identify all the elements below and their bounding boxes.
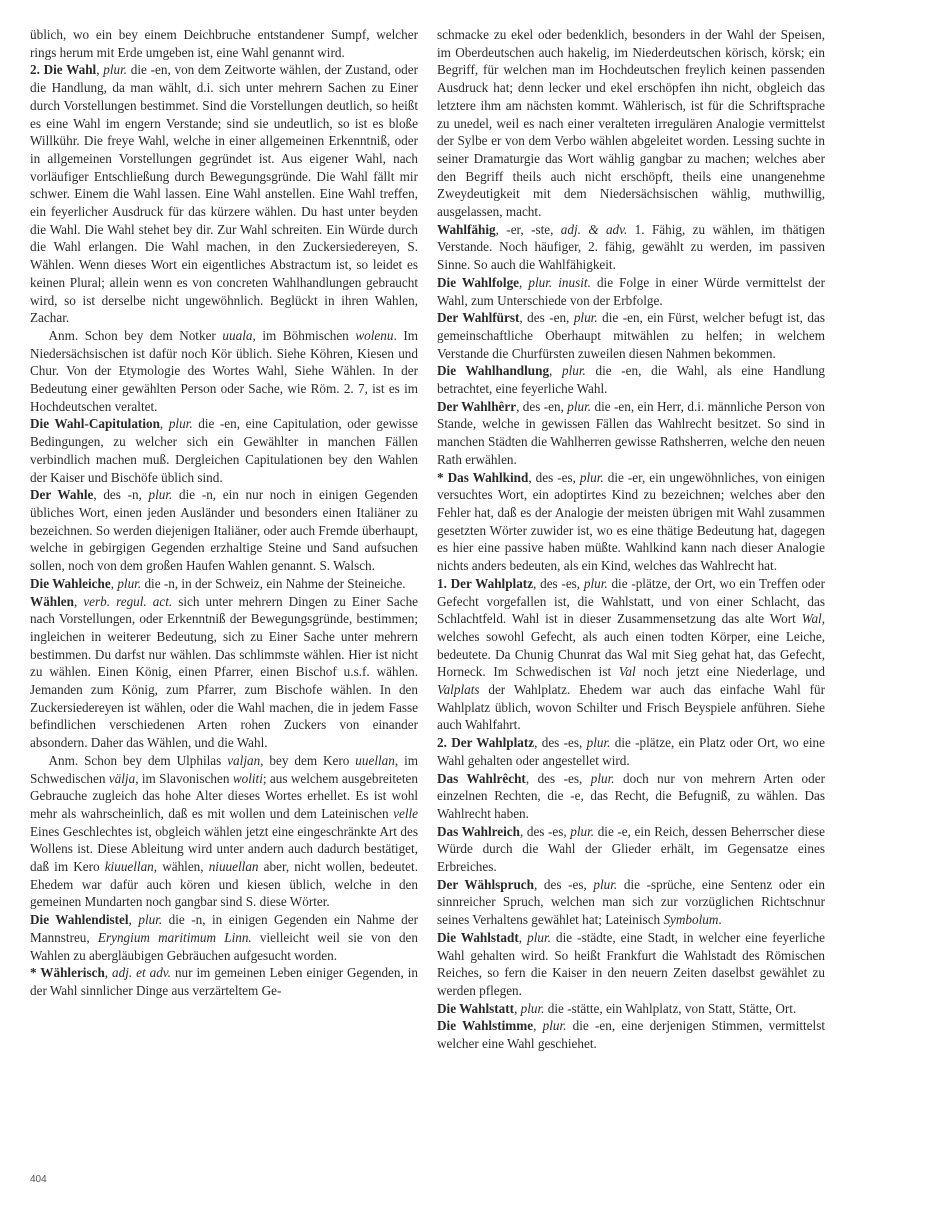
dictionary-entry [437,221,825,274]
entry-text: Anm. Schon bey dem Notker [48,327,223,343]
italic-term: plur. [168,416,193,432]
dictionary-entry [437,26,825,221]
entry-headword: Die Wahl-Capitulation [30,416,160,432]
entry-text: . [718,912,722,928]
entry-text: doch nur von mehrern Arten oder einzelnen Rechten, die -e, das Recht, die Befugniß, zu wählen. Das Wahlrecht haben. [437,770,825,821]
italic-term: plur. [103,62,128,78]
entry-text: sich unter mehrern Dingen zu Einer Sache nach Vorstellungen, oder Erkenntniß der Bewegungsgründe, bestimmen; ingleichen in weiterer Bedeutung, sich zu Einer Sache unter mehrern bestimmen. Du darfst nur wählen. Das schlimmste wählen. Hier ist nicht zu wählen. Einen König, einen Pfarrer, einen Bischof u.s.f. wählen. Jemanden zum König, zum Pfarrer, zum Bischofe wählen. In den Zuckersiedereyen ist wählen, oder die Wahl machen, die in jedem Fasse befindlichen verschiedenen Arten rohen Zuckers von einander absondern. Daher das Wählen, und die Wahl. [30,593,419,751]
italic-term: niuuellan [208,859,259,875]
entry-headword: Das Wahlreich [437,823,520,839]
dictionary-entry [30,61,418,327]
entry-headword: Der Wählspruch [437,876,534,892]
entry-text: vielleicht weil sie von den Wahlen zu abergläubigen Gebräuchen aufgesucht worden. [30,929,419,963]
italic-term: plur. [148,487,173,503]
italic-term: plur. [520,1000,545,1016]
italic-term: plur. [579,469,604,485]
entry-text: , des -es, [525,770,591,786]
dictionary-entry [30,575,418,593]
entry-text: schmacke zu ekel oder bedenklich, besonders in der Wahl der Speisen, im Oberdeutschen auch hakelig, im Niederdeutschen körisch, körsk; ein Begriff, für welchen man im Hochdeutschen freylich keinen passenden Ausdruck hat; denn lecker und ekel erschöpfen ihn nicht, obgleich das letztere ihm am nächsten kommt. Wählerisch, ist für die Schriftsprache zu unedel, weil es nach einer veralteten irregulären Analogie vermittelst der Sylbe er von dem Verbo wählen abgeleitet worden. Lessing suchte in seiner Dramaturgie das Wort wählig gangbar zu machen; welches aber den Begriff theils auch nicht erschöpft, theils eine unangenehme Zweydeutigkeit mit dem Niedersächsischen wählig, muthwillig, ausgelassen, macht. [437,27,825,220]
entry-text: die -en, eine Capitulation, oder gewisse Bedingungen, zu welcher sich ein Gewählter in manchen Fällen verbindlich machen muß. Dergleichen Capitulationen bey den Wahlen der Kaiser und Bischöfe üblich sind. [30,416,419,485]
entry-headword: Die Wahlstimme [437,1018,534,1034]
italic-term: Symbolum [663,912,719,928]
italic-term: adj. & adv. [560,221,628,237]
entry-text: noch jetzt eine Niederlage, und [635,664,825,680]
dictionary-entry [30,911,418,964]
entry-headword: Wahlfähig [437,221,496,237]
italic-term: Valplats [437,682,480,698]
entry-text: die Folge in einer Würde vermittelst der Wahl, zum Unterschiede von der Erbfolge. [437,274,825,308]
entry-text: die -plätze, ein Platz oder Ort, wo eine Wahl gehalten oder angestellet wird. [437,735,825,768]
entry-text: , im Schwedischen [30,752,419,786]
italic-term: plur. [562,363,586,379]
italic-term: plur. [573,310,598,326]
entry-text: 1. Fähig, zu wählen, im thätigen Verstande. Noch häufiger, 2. fähig, gewählt zu werden, im passiven Sinne. So auch die Wahlfähigkeit. [437,221,825,273]
entry-text: Anm. Schon bey dem Ulphilas [48,752,228,768]
dictionary-entry [437,823,825,876]
italic-term: plur. [570,823,595,839]
entry-text: , [159,416,169,432]
entry-text: die -sprüche, eine Sentenz oder ein sinnreicher Spruch, welchen man sich zur vorzüglichen Richtschnur seines Verhaltens gewählet hat; Lateinisch [437,876,825,928]
entry-text: , [514,1000,521,1016]
entry-text: die -städte, eine Stadt, in welcher eine feyerliche Wahl gehalten wird. So heißt Frankfurt die Wahlstadt des Römischen Reiches, so fern die Kaiser in den neuern Zeiten daselbst gewählet zu werden pflegen. [437,929,825,998]
italic-term: plur. [542,1018,567,1034]
italic-term: valjan [227,752,261,768]
entry-headword: Die Wahlfolge [437,274,520,290]
entry-text: , [73,593,84,609]
italic-term: uuellan [355,752,395,768]
entry-headword: Die Wahlendistel [30,912,129,928]
entry-text: , des -es, [533,575,584,591]
entry-text: , welches sowohl Gefecht, als auch einen todten Körper, eine Leiche, bedeutete. Da Chunig Chunrat das Wal mit Sieg gehat hat, das Gefecht, Horneck. Im Schwedischen ist [437,611,825,680]
dictionary-entry [437,876,825,929]
dictionary-entry [437,734,825,769]
entry-text: nur im gemeinen Leben einiger Gegenden, in der Wahl sinnlicher Dinge aus verzärteltem Ge- [30,965,419,998]
italic-term: wolenu [355,327,394,343]
entry-text: , des -es, [519,823,571,839]
italic-term: Wal [801,611,822,627]
entry-text: die -e, ein Reich, dessen Beherrscher diese Würde durch die Wahl der Glieder erhält, im Gegensatze eines Erbreiches. [437,823,825,875]
entry-text: Eines Geschlechtes ist, obgleich wählen jetzt eine eingeschränkte Art des Wollens ist. Diese Ableitung wird unter andern auch dadurch bestätiget, daß im Kero [30,823,418,875]
dictionary-entry [437,362,825,397]
right-column [437,26,825,1053]
entry-text: der Wahlplatz. Ehedem war auch das einfache Wahl für Wahlplatz üblich, wovon Schilter und Frisch Beyspiele anführen. Siehe auch Wahlfahrt. [437,682,825,733]
italic-term: Val [618,664,636,680]
italic-term: plur. [527,929,551,945]
dictionary-entry [30,593,418,752]
entry-text: , im Böhmischen [252,327,356,343]
entry-text: aber, nicht wollen, bedeutet. Ehedem war dafür auch kören und kiesen üblich, welche in den gemeinen Mundarten noch gangbar sind S. diese Wörter. [30,859,419,910]
italic-term: plur. [586,735,611,751]
entry-text: , bey dem Kero [260,752,356,768]
entry-text: , [104,965,113,981]
page-number: 404 [30,1174,47,1185]
dictionary-entry [437,1017,825,1052]
entry-text: , [96,62,104,78]
entry-text: die -n, ein nur noch in einigen Gegenden übliches Wort, einen jeden Ausländer und besonders einen Italiäner zu bezeichnen. So werden diejenigen Italiäner, oder auch Fremde überhaupt, welche in gebirgigen Gegenden erzhaltige Steine und Sand aufsuchen sollen, noch von dem großen Haufen Wahlen genannt. S. Walsch. [30,487,418,574]
entry-text: die -plätze, der Ort, wo ein Treffen oder Gefecht vorgefallen ist, die Wahlstatt, und von einer Schlacht, das Schlachtfeld. Wahl ist in dieser Zusammensetzung das alte Wort [437,575,825,627]
entry-text: die -en, die Wahl, als eine Handlung betrachtet, eine feyerliche Wahl. [437,363,826,397]
italic-term: kiuuellan [104,859,154,875]
italic-term: plur. [567,398,592,414]
italic-term: adj. et adv. [112,965,171,981]
entry-text: , [549,363,563,379]
dictionary-entry [30,964,418,999]
entry-headword: Der Wahlfürst [437,310,520,326]
entry-text: , -er, -ste, [495,221,561,237]
entry-text: die -en, ein Fürst, welcher befugt ist, das gemeinschaftliche Oberhaupt mitwählen zu helfen; in welchem Verstande die Churfürsten zuweilen diesen Nahmen bekommen. [437,310,825,361]
entry-headword: Die Wahleiche [30,575,111,591]
entry-text: die -en, eine derjenigen Stimmen, vermittelst welcher eine Wahl geschiehet. [437,1018,825,1052]
entry-text: , [519,274,529,290]
entry-headword: 2. Der Wahlplatz [437,735,535,751]
dictionary-entry [30,486,418,575]
entry-text: die -n, in einigen Gegenden ein Nahme der Mannstreu, [30,912,418,945]
entry-headword: Das Wahlrêcht [437,770,526,786]
dictionary-entry [437,1000,825,1018]
entry-text: , [128,912,139,928]
italic-term: plur. [138,912,163,928]
entry-text: , des -es, [534,876,594,892]
italic-term: woliti [232,770,263,786]
entry-text: die -en, ein Herr, d.i. männliche Person von Stande, welche in gewissen Fällen das Wahlrecht besitzet. So sind in manchen Städten die Wahlherren gewisse Rathsherren, welche den neuen Rath erwählen. [437,398,825,467]
dictionary-entry [437,274,825,309]
entry-text: . Im Niedersächsischen ist dafür noch Kör üblich. Siehe Köhren, Kiesen und Chur. Von der Etymologie des Wortes Wahl, Siehe Wählen. In der Bedeutung einer gewählten Person oder Sache, wie Röm. 2. 7, ist es im Hochdeutschen veraltet. [30,327,418,414]
dictionary-entry [437,770,825,823]
dictionary-entry [30,26,418,61]
italic-term: plur. [590,770,615,786]
entry-headword: 1. Der Wahlplatz [437,575,534,591]
italic-term: plur. inusit. [528,274,591,290]
entry-text: , des -en, [519,310,574,326]
italic-term: plur. [593,876,618,892]
entry-text: , wählen, [153,859,209,875]
dictionary-entry [437,575,825,734]
left-column [30,26,418,1000]
entry-text: , des -n, [93,487,149,503]
entry-headword: Der Wahle [30,487,94,503]
entry-text: die -n, in der Schweiz, ein Nahme der Steineiche. [141,575,406,591]
italic-term: plur. [117,575,142,591]
entry-text: die -stätte, ein Wahlplatz, von Statt, Stätte, Ort. [544,1000,797,1016]
entry-text: die -er, ein ungewöhnliches, von einigen versuchtes Wort, ein adoptirtes Kind zu bezeichnen; welches aber den Fehler hat, daß es der Analogie der meisten übrigen mit Wahl zusammen gesetzten Wörter zuwider ist, wo es eine thätige Bedeutung hat, dagegen es hier eine passive haben müßte. Wahlkind kann nach dieser Analogie nichts anders bedeuten, als ein Kind, welches das Wahlrecht hat. [437,469,825,574]
dictionary-entry [30,327,418,416]
entry-text: die -en, von dem Zeitworte wählen, der Zustand, oder die Handlung, da man wählt, d.i. sich unter mehrern Sachen zu Einer durch Vorstellungen bestimmet. Sind die Vorstellungen deutlich, so heißt es eine Wahl im engern Verstande; sind sie undeutlich, so ist es bloße Willkühr. Die freye Wahl, welche in einer allgemeinen Erkenntniß, oder in allgemeinen Vorstellungen gegründet ist. Aus eigener Wahl, nach vorläufiger Entschließung durch Bewegungsgründe. Die Wahl fällt mir schwer. Einem die Wahl lassen. Eine Wahl anstellen. Eine Wahl treffen, ein feyerlicher Ausdruck für das kürzere wählen. Du hast unter beyden die Wahl. Die Wahl stehet bey dir. Zur Wahl schreiten. Ein Würde durch die Wahl erlangen. Die Wahl machen, in den Zuckersiedereyen, S. Wählen. Wenn dieses Wort ein eigentliches Abstractum ist, so leidet es keinen Plural; allein wenn es von concreten Wahlhandlungen gebraucht wird, so ist derselbe nicht ungewöhnlich. Beglückt in ihren Wahlen, Zachar. [30,62,419,326]
entry-headword: * Wählerisch [30,965,105,981]
entry-text: , [533,1018,543,1034]
entry-text: , [518,929,528,945]
italic-term: välja [108,770,136,786]
entry-text: , des -es, [528,469,580,485]
italic-term: plur. [583,575,608,591]
entry-headword: Die Wahlhandlung [437,363,550,379]
dictionary-entry [30,415,418,486]
italic-term: Eryngium maritimum Linn. [97,929,252,945]
entry-text: , des -es, [534,735,587,751]
entry-text: , [110,575,118,591]
dictionary-entry [437,469,825,575]
dictionary-entry [437,309,825,362]
entry-headword: Die Wahlstadt [437,929,519,945]
entry-headword: Der Wahlhêrr [437,398,517,414]
entry-headword: Die Wahlstatt [437,1000,515,1016]
dictionary-entry [437,398,825,469]
entry-text: üblich, wo ein bey einem Deichbruche entstandener Sumpf, welcher rings herum mit Erde umgeben ist, eine Wahl genannt wird. [30,27,418,60]
entry-text: ; aus welchem ausgebreiteten Gebrauche zugleich das hohe Alter dieses Wortes erhellet. Es ist wohl mehr als wahrscheinlich, daß es mit wollen und dem Lateinischen [30,770,418,821]
entry-headword: * Das Wahlkind [437,469,529,485]
entry-text: , des -en, [516,398,568,414]
dictionary-entry [437,929,825,1000]
entry-headword: Wählen [30,593,74,609]
italic-term: velle [393,805,418,821]
entry-headword: 2. Die Wahl [30,62,97,78]
entry-text: , im Slavonischen [135,770,233,786]
dictionary-entry [30,752,418,911]
italic-term: verb. regul. act. [83,593,173,609]
italic-term: uuala [222,327,253,343]
